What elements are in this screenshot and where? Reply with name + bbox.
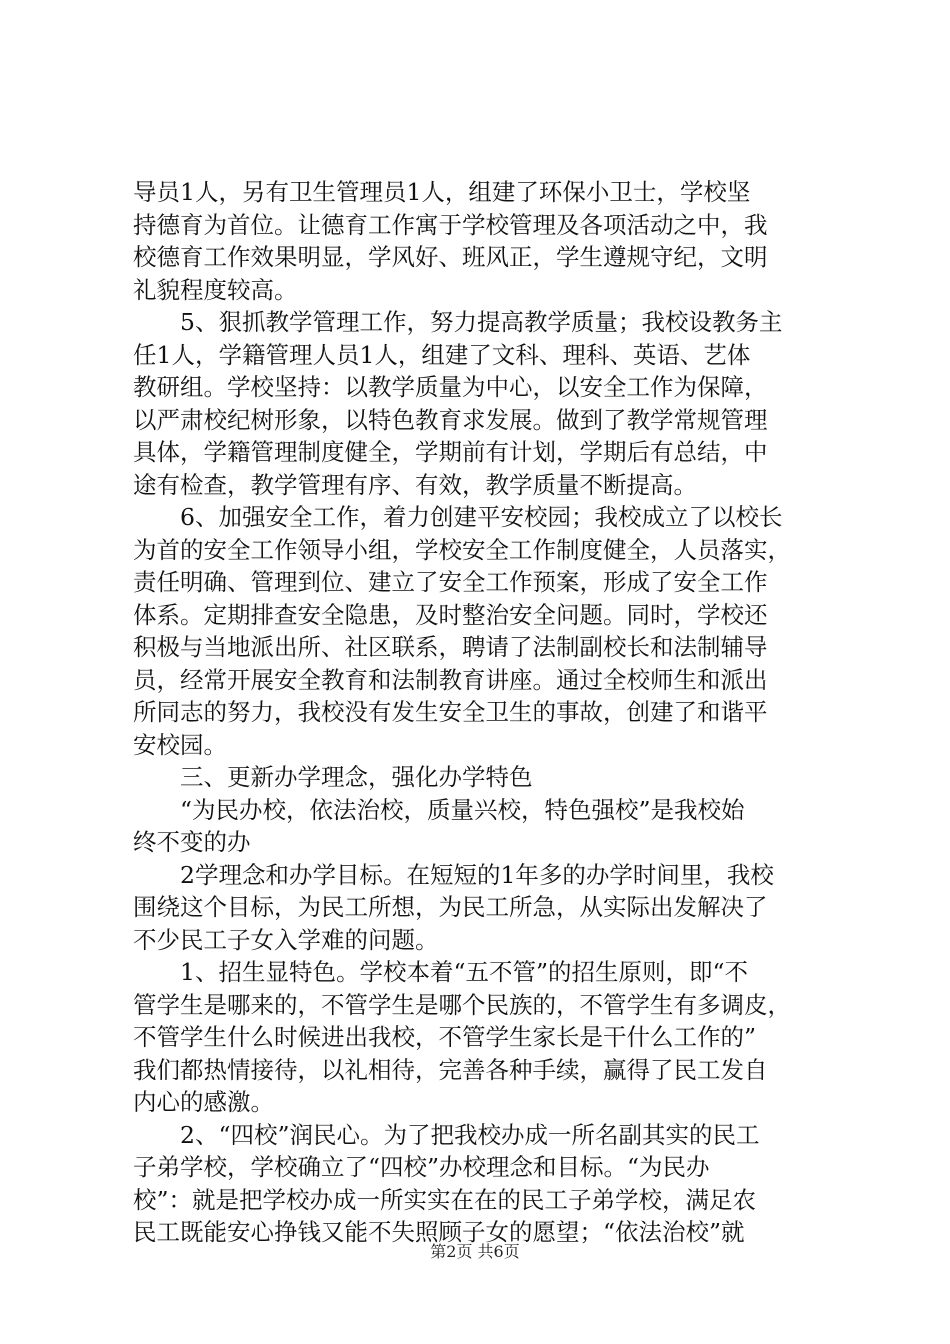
text-line: 员，经常开展安全教育和法制教育讲座。通过全校师生和派出: [133, 665, 768, 694]
text-line: 体系。定期排查安全隐患，及时整治安全问题。同时，学校还: [133, 600, 768, 629]
paragraph-start-line: 5、狠抓教学管理工作，努力提高教学质量；我校设教务主: [180, 308, 783, 336]
paragraph-start-line: 2、“四校”润民心。为了把我校办成一所名副其实的民工: [180, 1120, 760, 1149]
text-line: 终不变的办: [133, 828, 251, 856]
text-line: 所同志的努力，我校没有发生安全卫生的事故，创建了和谐平: [133, 698, 768, 726]
text-line: 途有检查，教学管理有序、有效，教学质量不断提高。: [133, 470, 697, 499]
text-line: 具体，学籍管理制度健全，学期前有计划，学期后有总结，中: [133, 438, 768, 466]
section-heading: 三、更新办学理念，强化办学特色: [180, 763, 533, 791]
text-line: 我们都热情接待，以礼相待，完善各种手续，赢得了民工发自: [133, 1055, 768, 1084]
text-line: 教研组。学校坚持：以教学质量为中心，以安全工作为保障，: [133, 373, 768, 401]
text-line: 民工既能安心挣钱又能不失照顾子女的愿望；“依法治校”就: [133, 1218, 745, 1246]
text-line: 管学生是哪来的，不管学生是哪个民族的，不管学生有多调皮，: [133, 990, 791, 1019]
text-line: 积极与当地派出所、社区联系，聘请了法制副校长和法制辅导: [133, 633, 768, 661]
text-line: 安校园。: [133, 730, 227, 759]
text-line: 子弟学校，学校确立了“四校”办校理念和目标。“为民办: [133, 1153, 710, 1181]
text-line: 持德育为首位。让德育工作寓于学校管理及各项活动之中，我: [133, 210, 768, 239]
paragraph-start-line: 1、招生显特色。学校本着“五不管”的招生原则，即“不: [180, 958, 748, 986]
text-line: 不管学生什么时候进出我校，不管学生家长是干什么工作的”: [133, 1023, 757, 1051]
paragraph-start-line: “为民办校，依法治校，质量兴校，特色强校”是我校始: [180, 795, 745, 824]
text-line: 校德育工作效果明显，学风好、班风正，学生遵规守纪，文明: [133, 243, 768, 271]
text-line: 以严肃校纪树形象，以特色教育求发展。做到了教学常规管理: [133, 405, 768, 434]
text-line: 内心的感激。: [133, 1088, 274, 1116]
paragraph-start-line: 2学理念和办学目标。在短短的1年多的办学时间里，我校: [180, 860, 774, 889]
text-line: 任1人，学籍管理人员1人，组建了文科、理科、英语、艺体: [133, 340, 751, 369]
text-line: 围绕这个目标，为民工所想，为民工所急，从实际出发解决了: [133, 893, 768, 921]
page-number-footer: 第2页 共6页: [430, 1242, 520, 1261]
text-line: 礼貌程度较高。: [133, 275, 298, 304]
paragraph-start-line: 6、加强安全工作，着力创建平安校园；我校成立了以校长: [180, 503, 783, 531]
text-line: 为首的安全工作领导小组，学校安全工作制度健全，人员落实，: [133, 535, 791, 564]
text-line: 导员1人，另有卫生管理员1人，组建了环保小卫士，学校坚: [133, 178, 751, 206]
text-line: 不少民工子女入学难的问题。: [133, 925, 439, 954]
text-line: 校”：就是把学校办成一所实实在在的民工子弟学校，满足农: [133, 1185, 757, 1214]
text-line: 责任明确、管理到位、建立了安全工作预案，形成了安全工作: [133, 568, 768, 596]
document-body: [133, 176, 823, 1249]
